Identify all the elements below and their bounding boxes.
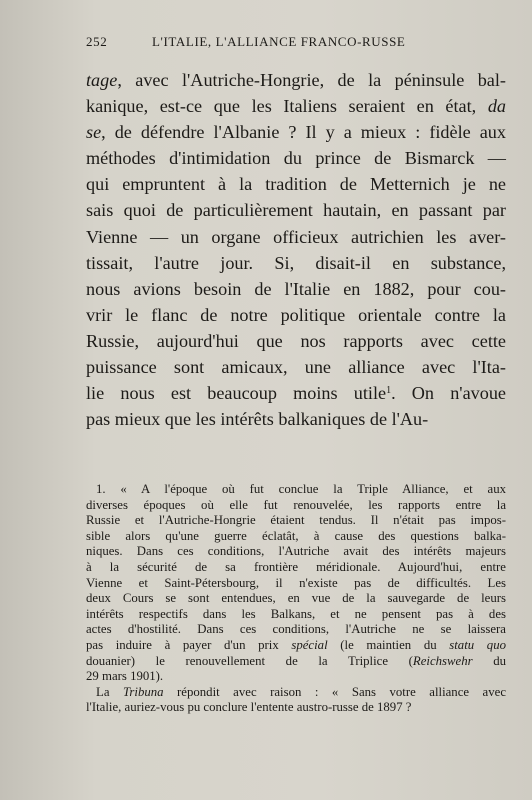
footnote-line: niques. Dans ces conditions, l'Autriche avait des intérêts majeurs: [86, 544, 506, 559]
text-line: Vienne — un organe officieux autrichien les aver-: [86, 226, 506, 247]
text-line: sais quoi de particulièrement hautain, en passant par: [86, 200, 506, 221]
text-line: puissance sont amicaux, une alliance avec l'Ita-: [86, 357, 506, 378]
footnote-line: 1. « A l'époque où fut conclue la Triple Alliance, et aux: [96, 482, 506, 496]
text-line: qui empruntent à la tradition de Metternich je ne: [86, 174, 506, 195]
italic-word: tage: [86, 70, 118, 90]
footnote-line: [86, 685, 506, 701]
text-span: pas induire à payer d'un prix: [86, 637, 292, 652]
text-line: nous avions besoin de l'Italie en 1882, pour cou-: [86, 278, 506, 299]
footnote-line: Vienne et Saint-Pétersbourg, il n'existe pas de difficultés. Les: [86, 575, 506, 590]
text-span: kanique, est-ce que les Italiens seraient en état,: [86, 96, 488, 117]
text-line: [86, 93, 506, 119]
text-span: (le maintien du: [327, 637, 450, 652]
text-line: [86, 380, 506, 406]
italic-word: spécial: [291, 637, 328, 652]
italic-word: da: [487, 96, 506, 117]
text-line: tissait, l'autre jour. Si, disait-il en substance,: [86, 252, 506, 273]
text-span: douanier) le renouvellement de la Triplice (: [86, 653, 413, 668]
text-span: du: [472, 653, 507, 668]
italic-word: statu quo: [449, 637, 506, 652]
footnote-line: 29 mars 1901).: [86, 669, 164, 684]
text-span: La: [96, 684, 123, 699]
text-span: , de défendre l'Albanie ? Il y a mieux : fidèle aux: [101, 122, 506, 143]
text-line: [86, 67, 506, 93]
footnote-line: [86, 638, 506, 654]
italic-word: Reichswehr: [412, 653, 473, 668]
running-title: L'ITALIE, L'ALLIANCE FRANCO-RUSSE: [152, 34, 406, 49]
footnote-line: sible alors qu'une guerre éclatât, à cause des questions balka-: [86, 528, 506, 543]
footnote-line: deux Cours se sont entendues, en vue de la sauvegarde de leurs: [86, 591, 506, 606]
footnote-line: [86, 654, 506, 670]
footnote-line: actes d'hostilité. Dans ces conditions, l'Autriche ne se laissera: [86, 622, 506, 637]
italic-word: se: [86, 122, 102, 143]
text-span: répondit avec raison : « Sans votre alliance avec: [163, 684, 507, 699]
italic-word: Tribuna: [123, 684, 164, 699]
text-line: [86, 119, 506, 145]
footnote-line: Russie et l'Autriche-Hongrie étaient tendus. Il n'était pas impos-: [86, 513, 506, 528]
footnotes: [86, 482, 506, 716]
page-number: 252: [86, 34, 108, 49]
text-line: Russie, aujourd'hui que nos rapports avec cette: [86, 330, 506, 351]
text-line: vrir le flanc de notre politique orientale contre la: [86, 304, 506, 325]
text-line: pas mieux que les intérêts balkaniques de l'Au-: [86, 409, 429, 430]
footnote-line: à la sécurité de sa frontière méridionale. Aujourd'hui, entre: [86, 559, 506, 574]
footnote-line: l'Italie, auriez-vous pu conclure l'entente austro-russe de 1897 ?: [86, 700, 412, 715]
main-text: [86, 67, 506, 432]
text-span: , avec l'Autriche-Hongrie, de la péninsule bal-: [117, 70, 506, 90]
text-span: . On n'avoue: [391, 383, 506, 404]
footnote-line: diverses époques où elle fut renouvelée, les rapports entre la: [86, 497, 506, 512]
text-line: méthodes d'intimidation du prince de Bismarck —: [86, 148, 506, 169]
text-span: lie nous est beaucoup moins utile: [86, 383, 387, 404]
footnote-reference[interactable]: 1: [386, 385, 392, 397]
footnote-line: intérêts respectifs dans les Balkans, et ne pensent pas à des: [86, 606, 506, 621]
